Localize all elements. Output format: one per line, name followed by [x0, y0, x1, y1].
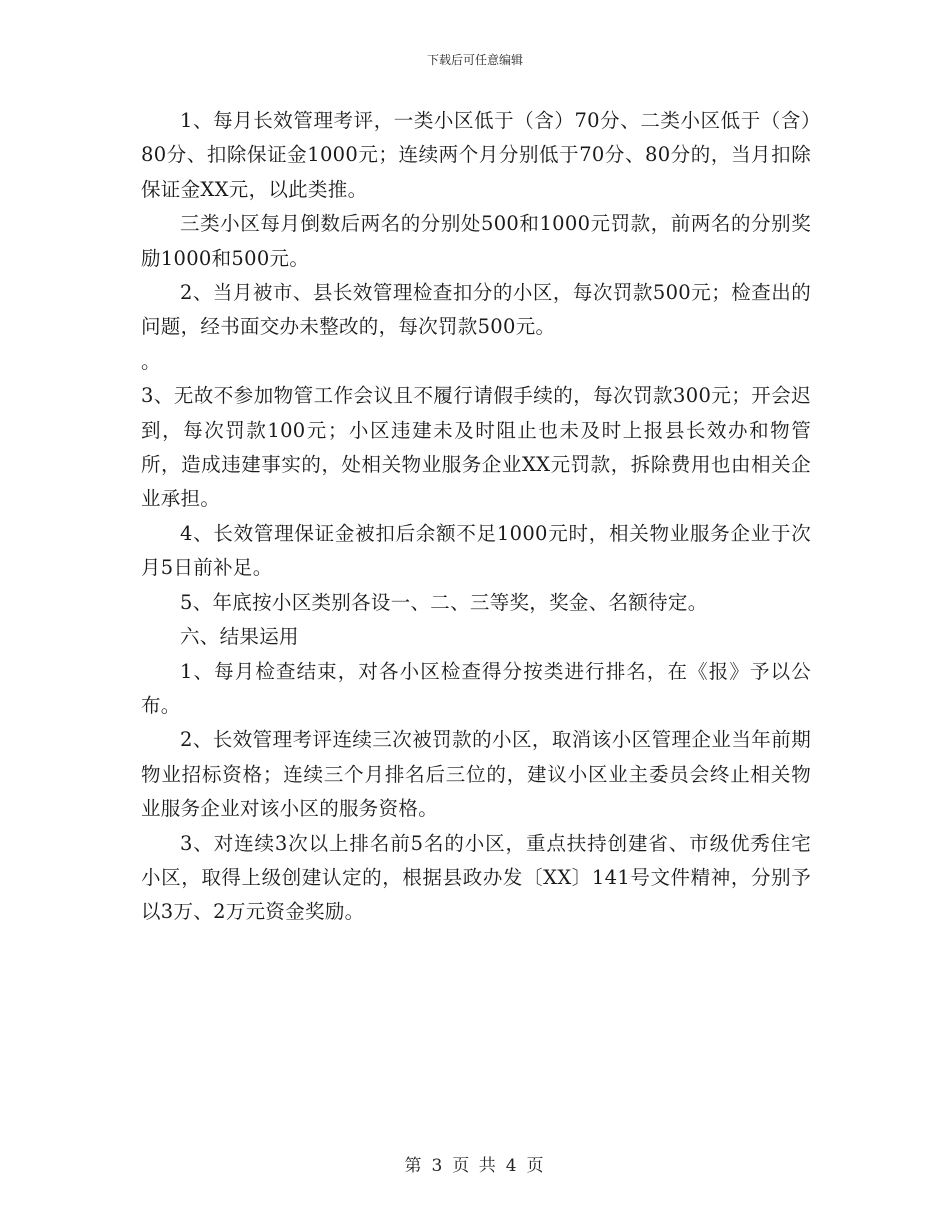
paragraph-7: 5、年底按小区类别各设一、二、三等奖，奖金、名额待定。	[180, 590, 708, 614]
paragraph-6: 4、长效管理保证金被扣后余额不足1000元时，相关物业服务企业于次月5日前补足。	[141, 521, 811, 580]
paragraph-4: 。	[141, 349, 161, 373]
paragraph-11: 3、对连续3次以上排名前5名的小区，重点扶持创建省、市级优秀住宅小区，取得上级创建认定的，根据县政办发〔XX〕141号文件精神，分别予以3万、2万元资金奖励。	[141, 831, 811, 924]
footer-suffix: 页	[526, 1156, 546, 1176]
page-header: 下载后可任意编辑	[426, 53, 523, 67]
document-body	[141, 104, 811, 930]
paragraph-5: 3、无故不参加物管工作会议且不履行请假手续的，每次罚款300元；开会迟到，每次罚款100元；小区违建未及时阻止也未及时上报县长效办和物管所，造成违建事实的，处相关物业服务企业XX元罚款，拆除费用也由相关企业承担。	[141, 384, 811, 511]
paragraph-1: 1、每月长效管理考评，一类小区低于（含）70分、二类小区低于（含）80分、扣除保证金1000元；连续两个月分别低于70分、80分的，当月扣除保证金XX元，以此类推。	[141, 109, 811, 201]
paragraph-3: 2、当月被市、县长效管理检查扣分的小区，每次罚款500元；检查出的问题，经书面交办未整改的，每次罚款500元。	[141, 281, 811, 339]
footer-middle: 页 共	[452, 1156, 498, 1176]
paragraph-2: 三类小区每月倒数后两名的分别处500和1000元罚款，前两名的分别奖励1000和500元。	[141, 212, 811, 270]
paragraph-9: 1、每月检查结束，对各小区检查得分按类进行排名，在《报》予以公布。	[141, 659, 811, 717]
footer-total-pages: 4	[505, 1156, 519, 1176]
section-heading-results: 六、结果运用	[180, 625, 299, 649]
footer-prefix: 第	[404, 1156, 424, 1176]
footer-current-page: 3	[431, 1156, 445, 1176]
page-footer	[0, 1155, 950, 1177]
paragraph-10: 2、长效管理考评连续三次被罚款的小区，取消该小区管理企业当年前期物业招标资格；连续三个月排名后三位的，建议小区业主委员会终止相关物业服务企业对该小区的服务资格。	[141, 728, 811, 821]
